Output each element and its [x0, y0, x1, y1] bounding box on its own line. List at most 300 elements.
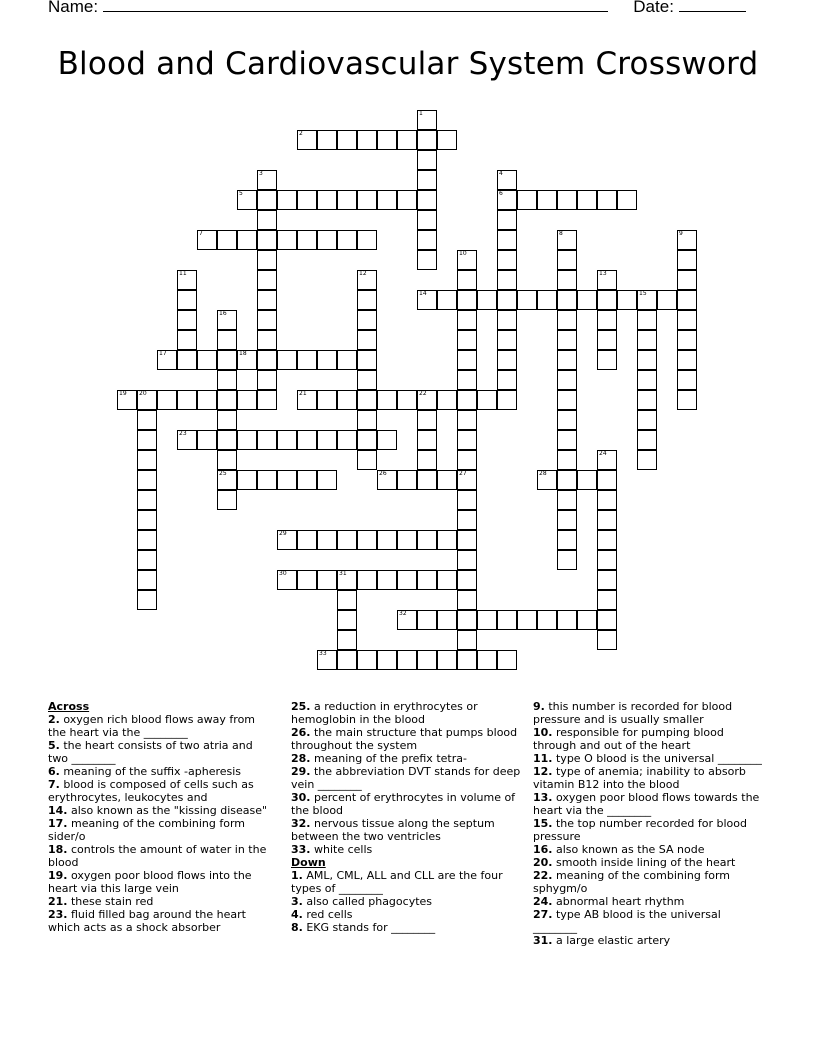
grid-cell[interactable]	[337, 630, 357, 650]
grid-cell[interactable]	[597, 530, 617, 550]
grid-cell[interactable]	[417, 530, 437, 550]
grid-cell[interactable]	[257, 390, 277, 410]
grid-cell[interactable]	[397, 470, 417, 490]
grid-cell[interactable]	[457, 410, 477, 430]
grid-cell[interactable]	[257, 330, 277, 350]
grid-cell[interactable]	[457, 530, 477, 550]
grid-cell[interactable]	[517, 190, 537, 210]
grid-cell[interactable]	[497, 250, 517, 270]
grid-cell[interactable]	[337, 430, 357, 450]
grid-cell[interactable]	[277, 570, 297, 590]
clue-number-label: 2.	[48, 713, 60, 726]
grid-cell[interactable]	[257, 190, 277, 210]
grid-cell[interactable]	[417, 290, 437, 310]
grid-cell[interactable]	[297, 430, 317, 450]
grid-cell[interactable]	[417, 110, 437, 130]
grid-cell[interactable]	[417, 390, 437, 410]
grid-cell[interactable]	[517, 290, 537, 310]
grid-cell[interactable]	[557, 550, 577, 570]
grid-cell[interactable]	[297, 230, 317, 250]
grid-cell[interactable]	[277, 530, 297, 550]
clue-text: EKG stands for ________	[302, 921, 436, 934]
grid-cell[interactable]	[377, 390, 397, 410]
grid-cell[interactable]	[317, 390, 337, 410]
clue-item	[48, 895, 276, 908]
grid-cell[interactable]	[677, 390, 697, 410]
grid-cell[interactable]	[357, 130, 377, 150]
grid-cell[interactable]	[217, 310, 237, 330]
grid-cell[interactable]	[417, 410, 437, 430]
grid-cell[interactable]	[337, 230, 357, 250]
grid-cell[interactable]	[377, 190, 397, 210]
grid-cell[interactable]	[397, 650, 417, 670]
grid-cell[interactable]	[377, 130, 397, 150]
grid-cell[interactable]	[237, 190, 257, 210]
grid-cell[interactable]	[497, 370, 517, 390]
grid-cell[interactable]	[217, 450, 237, 470]
grid-cell[interactable]	[257, 370, 277, 390]
grid-cell[interactable]	[557, 610, 577, 630]
grid-cell[interactable]	[677, 290, 697, 310]
grid-cell[interactable]	[337, 650, 357, 670]
grid-cell[interactable]	[237, 390, 257, 410]
grid-cell[interactable]	[537, 290, 557, 310]
grid-cell[interactable]	[557, 290, 577, 310]
grid-cell[interactable]	[597, 330, 617, 350]
clue-text: nervous tissue along the septum between the two ventricles	[291, 817, 495, 843]
grid-cell[interactable]	[137, 470, 157, 490]
grid-cell[interactable]	[317, 430, 337, 450]
grid-cell[interactable]	[557, 230, 577, 250]
grid-cell[interactable]	[417, 650, 437, 670]
clue-text: AML, CML, ALL and CLL are the four types of ________	[291, 869, 503, 895]
grid-cell[interactable]	[577, 610, 597, 630]
grid-cell[interactable]	[357, 450, 377, 470]
clue-number: 1	[419, 110, 423, 117]
grid-cell[interactable]	[457, 390, 477, 410]
grid-cell[interactable]	[457, 250, 477, 270]
clue-number-label: 23.	[48, 908, 68, 921]
clue-text: type O blood is the universal ________	[552, 752, 762, 765]
grid-cell[interactable]	[497, 210, 517, 230]
grid-cell[interactable]	[417, 250, 437, 270]
grid-cell[interactable]	[597, 450, 617, 470]
clue-column-2	[291, 700, 521, 934]
grid-cell[interactable]	[357, 530, 377, 550]
grid-cell[interactable]	[377, 650, 397, 670]
clue-number-label: 32.	[291, 817, 311, 830]
date-label: Date:	[633, 0, 674, 16]
grid-cell[interactable]	[357, 190, 377, 210]
grid-cell[interactable]	[137, 570, 157, 590]
grid-cell[interactable]	[317, 190, 337, 210]
grid-cell[interactable]	[237, 350, 257, 370]
grid-cell[interactable]	[677, 270, 697, 290]
grid-cell[interactable]	[337, 390, 357, 410]
grid-cell[interactable]	[317, 530, 337, 550]
grid-cell[interactable]	[417, 150, 437, 170]
grid-cell[interactable]	[597, 310, 617, 330]
grid-cell[interactable]	[317, 230, 337, 250]
grid-cell[interactable]	[597, 630, 617, 650]
grid-cell[interactable]	[457, 570, 477, 590]
grid-cell[interactable]	[577, 190, 597, 210]
grid-cell[interactable]	[477, 290, 497, 310]
grid-cell[interactable]	[637, 390, 657, 410]
clue-text: white cells	[310, 843, 373, 856]
grid-cell[interactable]	[137, 510, 157, 530]
grid-cell[interactable]	[257, 210, 277, 230]
down-clue-list-continued	[533, 700, 765, 947]
grid-cell[interactable]	[417, 430, 437, 450]
grid-cell[interactable]	[317, 350, 337, 370]
grid-cell[interactable]	[417, 570, 437, 590]
grid-cell[interactable]	[457, 490, 477, 510]
grid-cell[interactable]	[617, 290, 637, 310]
grid-cell[interactable]	[437, 650, 457, 670]
grid-cell[interactable]	[137, 530, 157, 550]
clue-number: 8	[559, 230, 563, 237]
grid-cell[interactable]	[177, 290, 197, 310]
clue-text: the top number recorded for blood pressure	[533, 817, 747, 843]
grid-cell[interactable]	[677, 350, 697, 370]
grid-cell[interactable]	[637, 290, 657, 310]
grid-cell[interactable]	[457, 550, 477, 570]
grid-cell[interactable]	[457, 450, 477, 470]
grid-cell[interactable]	[437, 130, 457, 150]
clue-text: this number is recorded for blood pressure and is usually smaller	[533, 700, 733, 726]
grid-cell[interactable]	[197, 230, 217, 250]
grid-cell[interactable]	[117, 390, 137, 410]
grid-cell[interactable]	[277, 230, 297, 250]
grid-cell[interactable]	[257, 270, 277, 290]
grid-cell[interactable]	[417, 170, 437, 190]
grid-cell[interactable]	[137, 430, 157, 450]
grid-cell[interactable]	[457, 430, 477, 450]
grid-cell[interactable]	[557, 310, 577, 330]
clue-number: 29	[279, 530, 287, 537]
grid-cell[interactable]	[357, 330, 377, 350]
grid-cell[interactable]	[157, 350, 177, 370]
grid-cell[interactable]	[317, 130, 337, 150]
grid-cell[interactable]	[557, 530, 577, 550]
grid-cell[interactable]	[377, 470, 397, 490]
grid-cell[interactable]	[557, 470, 577, 490]
grid-cell[interactable]	[177, 310, 197, 330]
down-clue-list	[291, 869, 521, 934]
clue-column-3	[533, 700, 765, 947]
grid-cell[interactable]	[457, 310, 477, 330]
clue-item	[533, 895, 765, 908]
grid-cell[interactable]	[357, 230, 377, 250]
clue-number: 18	[239, 350, 247, 357]
grid-cell[interactable]	[417, 610, 437, 630]
grid-cell[interactable]	[497, 330, 517, 350]
across-heading: Across	[48, 700, 90, 713]
grid-cell[interactable]	[257, 350, 277, 370]
grid-cell[interactable]	[597, 610, 617, 630]
clue-number-label: 14.	[48, 804, 68, 817]
grid-cell[interactable]	[257, 290, 277, 310]
grid-cell[interactable]	[457, 510, 477, 530]
grid-cell[interactable]	[457, 590, 477, 610]
grid-cell[interactable]	[237, 470, 257, 490]
clue-number: 17	[159, 350, 167, 357]
grid-cell[interactable]	[257, 250, 277, 270]
grid-cell[interactable]	[217, 230, 237, 250]
grid-cell[interactable]	[437, 570, 457, 590]
grid-cell[interactable]	[477, 610, 497, 630]
clue-number: 24	[599, 450, 607, 457]
grid-cell[interactable]	[217, 350, 237, 370]
grid-cell[interactable]	[597, 510, 617, 530]
grid-cell[interactable]	[337, 530, 357, 550]
grid-cell[interactable]	[397, 610, 417, 630]
grid-cell[interactable]	[257, 230, 277, 250]
grid-cell[interactable]	[457, 610, 477, 630]
grid-cell[interactable]	[297, 190, 317, 210]
grid-cell[interactable]	[257, 310, 277, 330]
grid-cell[interactable]	[277, 190, 297, 210]
grid-cell[interactable]	[457, 350, 477, 370]
grid-cell[interactable]	[177, 350, 197, 370]
grid-cell[interactable]	[337, 130, 357, 150]
grid-cell[interactable]	[537, 190, 557, 210]
grid-cell[interactable]	[557, 390, 577, 410]
clue-number: 4	[499, 170, 503, 177]
grid-cell[interactable]	[137, 590, 157, 610]
grid-cell[interactable]	[137, 550, 157, 570]
grid-cell[interactable]	[677, 250, 697, 270]
grid-cell[interactable]	[397, 190, 417, 210]
grid-cell[interactable]	[297, 130, 317, 150]
grid-cell[interactable]	[317, 650, 337, 670]
grid-cell[interactable]	[357, 270, 377, 290]
grid-cell[interactable]	[497, 270, 517, 290]
grid-cell[interactable]	[497, 290, 517, 310]
grid-cell[interactable]	[237, 230, 257, 250]
clue-number-label: 25.	[291, 700, 311, 713]
grid-cell[interactable]	[557, 510, 577, 530]
grid-cell[interactable]	[197, 430, 217, 450]
grid-cell[interactable]	[357, 310, 377, 330]
grid-cell[interactable]	[197, 390, 217, 410]
grid-cell[interactable]	[397, 130, 417, 150]
grid-cell[interactable]	[217, 370, 237, 390]
grid-cell[interactable]	[557, 250, 577, 270]
clue-number: 26	[379, 470, 387, 477]
clue-text: type of anemia; inability to absorb vitamin B12 into the blood	[533, 765, 746, 791]
clue-number: 32	[399, 610, 407, 617]
grid-cell[interactable]	[177, 270, 197, 290]
grid-cell[interactable]	[417, 230, 437, 250]
clue-item	[533, 700, 765, 726]
grid-cell[interactable]	[457, 370, 477, 390]
grid-cell[interactable]	[377, 530, 397, 550]
grid-cell[interactable]	[677, 310, 697, 330]
grid-cell[interactable]	[497, 230, 517, 250]
grid-cell[interactable]	[277, 430, 297, 450]
grid-cell[interactable]	[597, 350, 617, 370]
grid-cell[interactable]	[557, 450, 577, 470]
clue-item	[48, 739, 276, 765]
grid-cell[interactable]	[217, 330, 237, 350]
grid-cell[interactable]	[357, 410, 377, 430]
grid-cell[interactable]	[457, 650, 477, 670]
grid-cell[interactable]	[597, 190, 617, 210]
grid-cell[interactable]	[317, 470, 337, 490]
grid-cell[interactable]	[557, 350, 577, 370]
grid-cell[interactable]	[597, 590, 617, 610]
grid-cell[interactable]	[397, 530, 417, 550]
grid-cell[interactable]	[617, 190, 637, 210]
grid-cell[interactable]	[597, 570, 617, 590]
grid-cell[interactable]	[457, 470, 477, 490]
grid-cell[interactable]	[557, 410, 577, 430]
grid-cell[interactable]	[137, 390, 157, 410]
grid-cell[interactable]	[377, 570, 397, 590]
grid-cell[interactable]	[257, 470, 277, 490]
grid-cell[interactable]	[297, 570, 317, 590]
grid-cell[interactable]	[337, 190, 357, 210]
grid-cell[interactable]	[177, 330, 197, 350]
grid-cell[interactable]	[297, 530, 317, 550]
grid-cell[interactable]	[217, 430, 237, 450]
grid-cell[interactable]	[557, 430, 577, 450]
grid-cell[interactable]	[217, 390, 237, 410]
grid-cell[interactable]	[257, 430, 277, 450]
grid-cell[interactable]	[337, 590, 357, 610]
clue-item	[533, 791, 765, 817]
grid-cell[interactable]	[477, 390, 497, 410]
clue-text: also known as the "kissing disease"	[67, 804, 268, 817]
grid-cell[interactable]	[557, 330, 577, 350]
grid-cell[interactable]	[637, 410, 657, 430]
grid-cell[interactable]	[437, 610, 457, 630]
grid-cell[interactable]	[597, 270, 617, 290]
grid-cell[interactable]	[577, 470, 597, 490]
grid-cell[interactable]	[657, 290, 677, 310]
grid-cell[interactable]	[537, 610, 557, 630]
grid-cell[interactable]	[637, 370, 657, 390]
clue-text: these stain red	[67, 895, 154, 908]
grid-cell[interactable]	[437, 390, 457, 410]
grid-cell[interactable]	[677, 370, 697, 390]
grid-cell[interactable]	[517, 610, 537, 630]
grid-cell[interactable]	[457, 630, 477, 650]
grid-cell[interactable]	[257, 170, 277, 190]
grid-cell[interactable]	[497, 170, 517, 190]
grid-cell[interactable]	[437, 470, 457, 490]
across-clue-list	[48, 713, 276, 934]
grid-cell[interactable]	[497, 310, 517, 330]
clue-number-label: 22.	[533, 869, 553, 882]
grid-cell[interactable]	[597, 550, 617, 570]
grid-cell[interactable]	[177, 430, 197, 450]
grid-cell[interactable]	[637, 330, 657, 350]
grid-cell[interactable]	[357, 350, 377, 370]
grid-cell[interactable]	[357, 370, 377, 390]
clue-number: 2	[299, 130, 303, 137]
grid-cell[interactable]	[297, 470, 317, 490]
grid-cell[interactable]	[637, 450, 657, 470]
grid-cell[interactable]	[677, 330, 697, 350]
grid-cell[interactable]	[497, 390, 517, 410]
grid-cell[interactable]	[197, 350, 217, 370]
grid-cell[interactable]	[337, 350, 357, 370]
grid-cell[interactable]	[237, 430, 257, 450]
grid-cell[interactable]	[557, 270, 577, 290]
grid-cell[interactable]	[577, 290, 597, 310]
grid-cell[interactable]	[217, 490, 237, 510]
grid-cell[interactable]	[497, 190, 517, 210]
clue-number-label: 5.	[48, 739, 60, 752]
grid-cell[interactable]	[357, 290, 377, 310]
grid-cell[interactable]	[357, 650, 377, 670]
grid-cell[interactable]	[277, 470, 297, 490]
grid-cell[interactable]	[597, 290, 617, 310]
grid-cell[interactable]	[557, 190, 577, 210]
grid-cell[interactable]	[177, 390, 197, 410]
grid-cell[interactable]	[417, 130, 437, 150]
grid-cell[interactable]	[677, 230, 697, 250]
grid-cell[interactable]	[637, 430, 657, 450]
grid-cell[interactable]	[557, 370, 577, 390]
grid-cell[interactable]	[597, 490, 617, 510]
grid-cell[interactable]	[437, 530, 457, 550]
grid-cell[interactable]	[637, 350, 657, 370]
grid-cell[interactable]	[437, 290, 457, 310]
clue-number-label: 20.	[533, 856, 553, 869]
grid-cell[interactable]	[557, 490, 577, 510]
grid-cell[interactable]	[157, 390, 177, 410]
grid-cell[interactable]	[137, 410, 157, 430]
grid-cell[interactable]	[397, 570, 417, 590]
grid-cell[interactable]	[417, 470, 437, 490]
grid-cell[interactable]	[457, 270, 477, 290]
grid-cell[interactable]	[357, 390, 377, 410]
grid-cell[interactable]	[217, 410, 237, 430]
grid-cell[interactable]	[417, 210, 437, 230]
clue-number-label: 3.	[291, 895, 303, 908]
grid-cell[interactable]	[337, 570, 357, 590]
grid-cell[interactable]	[297, 390, 317, 410]
grid-cell[interactable]	[497, 650, 517, 670]
grid-cell[interactable]	[417, 190, 437, 210]
grid-cell[interactable]	[497, 350, 517, 370]
clue-item	[291, 791, 521, 817]
grid-cell[interactable]	[497, 610, 517, 630]
grid-cell[interactable]	[137, 450, 157, 470]
grid-cell[interactable]	[337, 610, 357, 630]
grid-cell[interactable]	[137, 490, 157, 510]
grid-cell[interactable]	[537, 470, 557, 490]
grid-cell[interactable]	[357, 570, 377, 590]
grid-cell[interactable]	[457, 290, 477, 310]
grid-cell[interactable]	[357, 430, 377, 450]
grid-cell[interactable]	[377, 430, 397, 450]
grid-cell[interactable]	[417, 450, 437, 470]
grid-cell[interactable]	[277, 350, 297, 370]
grid-cell[interactable]	[297, 350, 317, 370]
grid-cell[interactable]	[597, 470, 617, 490]
grid-cell[interactable]	[457, 330, 477, 350]
grid-cell[interactable]	[317, 570, 337, 590]
grid-cell[interactable]	[397, 390, 417, 410]
grid-cell[interactable]	[217, 470, 237, 490]
grid-cell[interactable]	[477, 650, 497, 670]
grid-cell[interactable]	[637, 310, 657, 330]
